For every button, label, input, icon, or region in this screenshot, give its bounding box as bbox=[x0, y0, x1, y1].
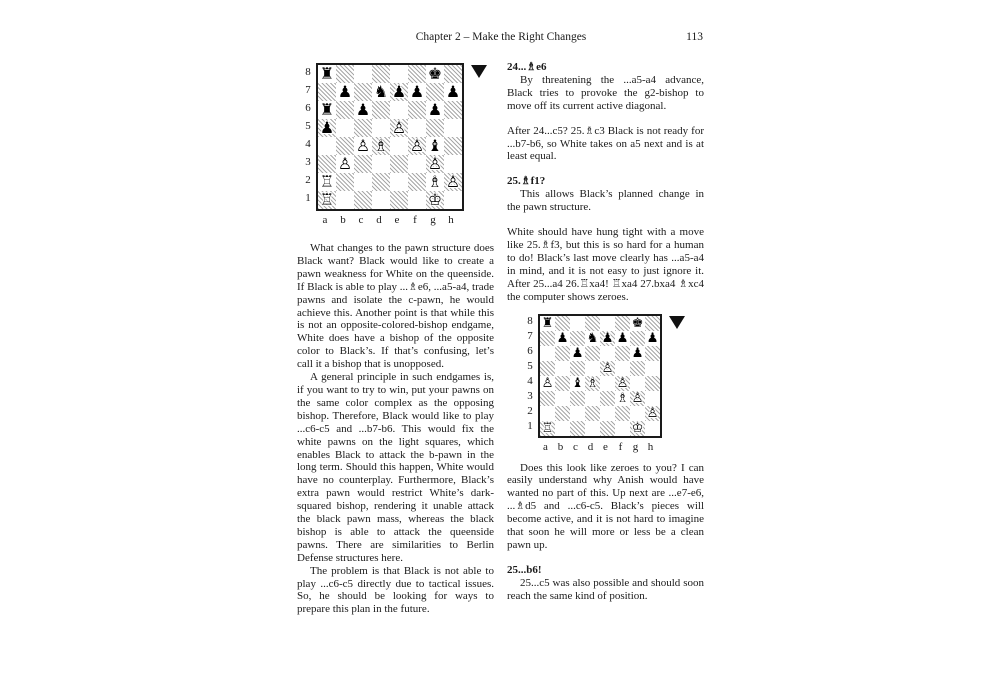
square-f8 bbox=[408, 65, 426, 83]
square-e1 bbox=[390, 191, 408, 209]
square-f2 bbox=[408, 173, 426, 191]
black-rook-icon: ♜ bbox=[541, 315, 554, 331]
square-c4 bbox=[354, 137, 372, 155]
square-a4 bbox=[540, 376, 555, 391]
square-g6 bbox=[630, 346, 645, 361]
square-b1 bbox=[336, 191, 354, 209]
square-g8 bbox=[630, 316, 645, 331]
white-rook-icon: ♖ bbox=[541, 420, 554, 436]
square-e6 bbox=[600, 346, 615, 361]
square-d7 bbox=[372, 83, 390, 101]
square-d8 bbox=[372, 65, 390, 83]
file-label: d bbox=[587, 440, 594, 453]
file-label: d bbox=[376, 214, 382, 226]
square-a6 bbox=[318, 101, 336, 119]
square-f8 bbox=[615, 316, 630, 331]
black-knight-icon: ♞ bbox=[586, 330, 599, 346]
square-g6 bbox=[426, 101, 444, 119]
square-h6 bbox=[444, 101, 462, 119]
square-b2 bbox=[555, 406, 570, 421]
move-heading: 24...♗e6 bbox=[507, 61, 547, 73]
square-g7 bbox=[630, 331, 645, 346]
square-e8 bbox=[600, 316, 615, 331]
paragraph: After 24...c5? 25.♗c3 Black is not ready for ...b7-b6, so White takes on a5 next and is at least equal. bbox=[507, 124, 704, 163]
square-b8 bbox=[555, 316, 570, 331]
black-knight-icon: ♞ bbox=[373, 82, 389, 101]
paragraph: By threatening the ...a5-a4 advance, Black tries to provoke the g2-bishop to move off its current active diagonal. bbox=[507, 73, 704, 112]
white-pawn-icon: ♙ bbox=[601, 360, 614, 376]
square-b6 bbox=[555, 346, 570, 361]
square-a1 bbox=[540, 421, 555, 436]
square-f5 bbox=[408, 119, 426, 137]
chess-diagram bbox=[526, 314, 685, 453]
rank-label: 4 bbox=[527, 374, 533, 387]
square-b4 bbox=[555, 376, 570, 391]
square-g2 bbox=[630, 406, 645, 421]
black-pawn-icon: ♟ bbox=[601, 330, 614, 346]
square-h7 bbox=[444, 83, 462, 101]
square-g1 bbox=[630, 421, 645, 436]
black-king-icon: ♚ bbox=[631, 315, 644, 331]
file-labels bbox=[538, 441, 662, 453]
square-h5 bbox=[645, 361, 660, 376]
black-pawn-icon: ♟ bbox=[427, 100, 443, 119]
square-e3 bbox=[390, 155, 408, 173]
file-label: g bbox=[632, 440, 639, 453]
black-to-move-icon bbox=[471, 65, 487, 78]
square-h1 bbox=[444, 191, 462, 209]
square-d4 bbox=[372, 137, 390, 155]
black-pawn-icon: ♟ bbox=[631, 345, 644, 361]
paragraph: What changes to the pawn structure does Black want? Black would like to create a pawn weakness for White on the queenside. If Black is able to play ...♗e6, ...a5-a4, trade pawns and isolate the c-pawn, he would achieve this. Another point is that while this is not an opposite-colored-bishop endgame, White does have a bishop of the opposite color to Black’s. If that’s confusing, let’s call it a bishop that is unopposed. bbox=[297, 242, 494, 371]
square-h4 bbox=[444, 137, 462, 155]
file-label: g bbox=[430, 214, 436, 226]
chess-board bbox=[538, 314, 662, 438]
square-b2 bbox=[336, 173, 354, 191]
board-column bbox=[316, 63, 464, 226]
square-h8 bbox=[444, 65, 462, 83]
square-d5 bbox=[372, 119, 390, 137]
white-bishop-icon: ♗ bbox=[586, 375, 599, 391]
file-label: a bbox=[322, 214, 328, 226]
square-g4 bbox=[426, 137, 444, 155]
square-h8 bbox=[645, 316, 660, 331]
square-h7 bbox=[645, 331, 660, 346]
square-c8 bbox=[354, 65, 372, 83]
square-f5 bbox=[615, 361, 630, 376]
square-d6 bbox=[372, 101, 390, 119]
square-a5 bbox=[540, 361, 555, 376]
white-king-icon: ♔ bbox=[631, 420, 644, 436]
rank-label: 4 bbox=[305, 138, 311, 150]
square-f3 bbox=[408, 155, 426, 173]
square-b7 bbox=[336, 83, 354, 101]
file-label: e bbox=[394, 214, 400, 226]
white-bishop-icon: ♗ bbox=[373, 136, 389, 155]
square-c3 bbox=[354, 155, 372, 173]
paragraph: A general principle in such endgames is, if you want to try to win, put your pawns on the same color complex as the opposing bishop. Therefore, Black would like to play ...c6-c5 and ...b7-b6. This would fix the white pawns on the light squares, which enables Black to attack the b-pawn in the long term. Should this happen, White would have no counterplay. Furthermore, Black’s extra pawn would restrict White’s dark-squared bishop, rendering it unable attack the black pawn mass, whereas the black bishop is able to attack the queenside pawns. There are similarities to Berlin Defense structures here. bbox=[297, 371, 494, 564]
square-d4 bbox=[585, 376, 600, 391]
move-heading: 25.♗f1? bbox=[507, 175, 546, 188]
square-e2 bbox=[390, 173, 408, 191]
file-label: b bbox=[340, 214, 346, 226]
square-f6 bbox=[615, 346, 630, 361]
black-king-icon: ♚ bbox=[427, 64, 443, 83]
page-number: 113 bbox=[686, 31, 703, 43]
square-b3 bbox=[336, 155, 354, 173]
file-labels bbox=[316, 214, 464, 226]
square-h3 bbox=[444, 155, 462, 173]
move-heading: 25...b6! bbox=[507, 563, 542, 576]
paragraph: Does this look like zeroes to you? I can easily understand why Anish would have wanted no part of this. Up next are ...e7-e6, ...♗d5 and ...c6-c5. Black’s pieces will become active, and it is not hard to imagine that soon he will more or less be a clean pawn up. bbox=[507, 461, 704, 551]
square-e8 bbox=[390, 65, 408, 83]
square-d3 bbox=[372, 155, 390, 173]
square-h2 bbox=[645, 406, 660, 421]
black-pawn-icon: ♟ bbox=[319, 118, 335, 137]
square-g2 bbox=[426, 173, 444, 191]
diagram-body bbox=[526, 314, 685, 453]
square-a6 bbox=[540, 346, 555, 361]
white-pawn-icon: ♙ bbox=[541, 375, 554, 391]
square-c1 bbox=[570, 421, 585, 436]
square-h2 bbox=[444, 173, 462, 191]
square-b6 bbox=[336, 101, 354, 119]
diagram-body bbox=[304, 63, 487, 226]
square-f2 bbox=[615, 406, 630, 421]
black-bishop-icon: ♝ bbox=[427, 136, 443, 155]
white-pawn-icon: ♙ bbox=[616, 375, 629, 391]
rank-label: 8 bbox=[305, 66, 311, 78]
square-c1 bbox=[354, 191, 372, 209]
white-pawn-icon: ♙ bbox=[355, 136, 371, 155]
square-g4 bbox=[630, 376, 645, 391]
file-label: h bbox=[448, 214, 454, 226]
white-pawn-icon: ♙ bbox=[427, 154, 443, 173]
square-a3 bbox=[318, 155, 336, 173]
square-e4 bbox=[600, 376, 615, 391]
white-pawn-icon: ♙ bbox=[646, 405, 659, 421]
square-b7 bbox=[555, 331, 570, 346]
rank-label: 1 bbox=[527, 419, 533, 432]
square-a5 bbox=[318, 119, 336, 137]
square-h1 bbox=[645, 421, 660, 436]
black-pawn-icon: ♟ bbox=[409, 82, 425, 101]
square-c5 bbox=[570, 361, 585, 376]
square-e6 bbox=[390, 101, 408, 119]
black-pawn-icon: ♟ bbox=[355, 100, 371, 119]
square-d6 bbox=[585, 346, 600, 361]
square-d2 bbox=[372, 173, 390, 191]
square-f1 bbox=[615, 421, 630, 436]
board-column bbox=[538, 314, 662, 453]
square-b5 bbox=[555, 361, 570, 376]
square-b5 bbox=[336, 119, 354, 137]
square-c6 bbox=[570, 346, 585, 361]
black-to-move-icon bbox=[669, 316, 685, 329]
rank-label: 7 bbox=[305, 84, 311, 96]
white-bishop-icon: ♗ bbox=[427, 172, 443, 191]
rank-label: 7 bbox=[527, 329, 533, 342]
file-label: b bbox=[557, 440, 564, 453]
left-column bbox=[297, 61, 494, 616]
square-h6 bbox=[645, 346, 660, 361]
rank-label: 5 bbox=[305, 120, 311, 132]
square-d2 bbox=[585, 406, 600, 421]
rank-label: 6 bbox=[305, 102, 311, 114]
square-f4 bbox=[408, 137, 426, 155]
square-g7 bbox=[426, 83, 444, 101]
square-e7 bbox=[390, 83, 408, 101]
rank-label: 6 bbox=[527, 344, 533, 357]
text-columns bbox=[297, 61, 705, 616]
square-d7 bbox=[585, 331, 600, 346]
square-d1 bbox=[585, 421, 600, 436]
rank-labels bbox=[304, 63, 312, 207]
square-a8 bbox=[540, 316, 555, 331]
square-d3 bbox=[585, 391, 600, 406]
square-g5 bbox=[630, 361, 645, 376]
square-e3 bbox=[600, 391, 615, 406]
white-king-icon: ♔ bbox=[427, 190, 443, 209]
square-e7 bbox=[600, 331, 615, 346]
white-rook-icon: ♖ bbox=[319, 190, 335, 209]
paragraph: This allows Black’s planned change in the pawn structure. bbox=[507, 188, 704, 214]
square-g1 bbox=[426, 191, 444, 209]
file-label: c bbox=[573, 440, 578, 453]
square-e4 bbox=[390, 137, 408, 155]
paragraph: The problem is that Black is not able to play ...c6-c5 directly due to tactical issues. So, he should be looking for ways to prepare this plan in the future. bbox=[297, 564, 494, 616]
square-h4 bbox=[645, 376, 660, 391]
square-c2 bbox=[354, 173, 372, 191]
square-g8 bbox=[426, 65, 444, 83]
square-c5 bbox=[354, 119, 372, 137]
file-label: f bbox=[618, 440, 623, 453]
paragraph: 25...c5 was also possible and should soon reach the same kind of position. bbox=[507, 576, 704, 602]
white-rook-icon: ♖ bbox=[319, 172, 335, 191]
square-f1 bbox=[408, 191, 426, 209]
right-column bbox=[507, 61, 704, 616]
square-f4 bbox=[615, 376, 630, 391]
white-pawn-icon: ♙ bbox=[445, 172, 461, 191]
square-e1 bbox=[600, 421, 615, 436]
square-b8 bbox=[336, 65, 354, 83]
square-a1 bbox=[318, 191, 336, 209]
file-label: c bbox=[358, 214, 364, 226]
square-d8 bbox=[585, 316, 600, 331]
white-pawn-icon: ♙ bbox=[391, 118, 407, 137]
chess-board bbox=[316, 63, 464, 211]
square-f7 bbox=[615, 331, 630, 346]
square-e5 bbox=[600, 361, 615, 376]
file-label: a bbox=[543, 440, 548, 453]
rank-label: 3 bbox=[305, 156, 311, 168]
square-c7 bbox=[570, 331, 585, 346]
rank-labels bbox=[526, 314, 534, 434]
black-bishop-icon: ♝ bbox=[571, 375, 584, 391]
black-pawn-icon: ♟ bbox=[337, 82, 353, 101]
chapter-title: Chapter 2 – Make the Right Changes bbox=[415, 31, 587, 43]
white-pawn-icon: ♙ bbox=[631, 390, 644, 406]
square-d5 bbox=[585, 361, 600, 376]
white-bishop-icon: ♗ bbox=[616, 390, 629, 406]
square-g5 bbox=[426, 119, 444, 137]
rank-label: 2 bbox=[305, 174, 311, 186]
chess-diagram bbox=[304, 63, 487, 226]
black-rook-icon: ♜ bbox=[319, 100, 335, 119]
square-c3 bbox=[570, 391, 585, 406]
black-pawn-icon: ♟ bbox=[616, 330, 629, 346]
white-pawn-icon: ♙ bbox=[337, 154, 353, 173]
black-pawn-icon: ♟ bbox=[391, 82, 407, 101]
square-a8 bbox=[318, 65, 336, 83]
square-f7 bbox=[408, 83, 426, 101]
square-e5 bbox=[390, 119, 408, 137]
square-f3 bbox=[615, 391, 630, 406]
square-b3 bbox=[555, 391, 570, 406]
black-pawn-icon: ♟ bbox=[571, 345, 584, 361]
black-rook-icon: ♜ bbox=[319, 64, 335, 83]
square-h3 bbox=[645, 391, 660, 406]
square-b4 bbox=[336, 137, 354, 155]
rank-label: 3 bbox=[527, 389, 533, 402]
page-content bbox=[297, 30, 705, 616]
square-c4 bbox=[570, 376, 585, 391]
square-f6 bbox=[408, 101, 426, 119]
square-g3 bbox=[426, 155, 444, 173]
square-c8 bbox=[570, 316, 585, 331]
square-a7 bbox=[540, 331, 555, 346]
file-label: h bbox=[647, 440, 654, 453]
file-label: f bbox=[413, 214, 417, 226]
square-c2 bbox=[570, 406, 585, 421]
square-h5 bbox=[444, 119, 462, 137]
rank-label: 8 bbox=[527, 314, 533, 327]
square-g3 bbox=[630, 391, 645, 406]
square-e2 bbox=[600, 406, 615, 421]
rank-label: 2 bbox=[527, 404, 533, 417]
black-pawn-icon: ♟ bbox=[445, 82, 461, 101]
black-pawn-icon: ♟ bbox=[556, 330, 569, 346]
square-c7 bbox=[354, 83, 372, 101]
page-header bbox=[297, 30, 705, 44]
square-a2 bbox=[318, 173, 336, 191]
square-a4 bbox=[318, 137, 336, 155]
paragraph: White should have hung tight with a move like 25.♗f3, but this is so hard for a human to do! Black’s last move clearly has ...a5-a4 in mind, and it is not easy to just ignore it. After 25...a4 26.♖xa4! ♖xa4 27.bxa4 ♗xc4 the computer shows zeroes. bbox=[507, 226, 704, 303]
square-c6 bbox=[354, 101, 372, 119]
square-a7 bbox=[318, 83, 336, 101]
file-label: e bbox=[603, 440, 608, 453]
square-b1 bbox=[555, 421, 570, 436]
square-a3 bbox=[540, 391, 555, 406]
white-pawn-icon: ♙ bbox=[409, 136, 425, 155]
square-a2 bbox=[540, 406, 555, 421]
square-d1 bbox=[372, 191, 390, 209]
rank-label: 1 bbox=[305, 192, 311, 204]
black-pawn-icon: ♟ bbox=[646, 330, 659, 346]
rank-label: 5 bbox=[527, 359, 533, 372]
